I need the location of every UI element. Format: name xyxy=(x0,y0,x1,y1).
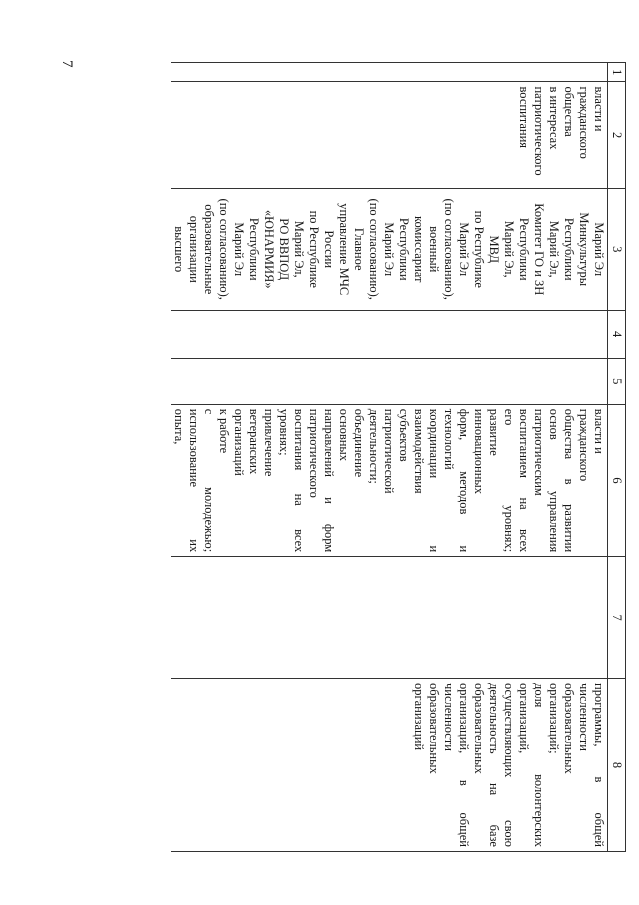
cell-col-3 xyxy=(171,188,608,310)
cell-line: общества в развитии xyxy=(562,408,576,553)
cell-line: взаимодействия xyxy=(412,408,426,494)
cell-line: субъектов xyxy=(397,408,411,462)
cell-line: направлений и форм xyxy=(322,408,336,553)
cell-line: опыта, xyxy=(172,408,186,445)
page-number: 7 xyxy=(59,60,75,68)
cell-line: РО ВВПОД xyxy=(277,218,291,281)
cell-line: в интересах xyxy=(547,86,561,150)
cell-line: высшего xyxy=(172,226,186,273)
cell-line: Марий Эл, xyxy=(547,220,561,278)
cell-col-6 xyxy=(171,404,608,556)
cell-line: (по согласованию), xyxy=(217,198,231,300)
cell-line: (по согласованию), xyxy=(442,198,456,300)
cell-line: с молодежью; xyxy=(202,408,216,553)
header-col-1: 1 xyxy=(608,63,626,82)
cell-col-2 xyxy=(171,82,608,188)
cell-line: Марий Эл xyxy=(232,222,246,277)
cell-line: Марий Эл xyxy=(592,222,606,277)
cell-line: управление МЧС xyxy=(337,203,351,296)
cell-line: патриотического xyxy=(307,408,321,498)
cell-line: воспитания xyxy=(517,86,531,149)
cell-line: власти и xyxy=(592,408,606,454)
cell-line: организаций xyxy=(232,408,246,476)
cell-line: осуществляющих свою xyxy=(502,683,516,847)
cell-line: гражданского xyxy=(577,86,591,159)
header-col-3: 3 xyxy=(608,188,626,310)
cell-line: ветеранских xyxy=(247,408,261,475)
cell-line: воспитания на всех xyxy=(292,408,306,553)
cell-line: образовательных xyxy=(472,683,486,774)
cell-line: воспитанием на всех xyxy=(517,408,531,553)
cell-line: комиссариат xyxy=(412,216,426,283)
cell-line: уровнях; xyxy=(277,408,291,456)
cell-line: координации и xyxy=(427,408,441,553)
cell-line: военный xyxy=(427,226,441,273)
table-row xyxy=(171,63,608,852)
cell-line: использование их xyxy=(187,408,201,553)
cell-col-1 xyxy=(171,63,608,82)
cell-line: Марий Эл xyxy=(382,222,396,277)
rotated-table-wrapper xyxy=(126,62,626,852)
cell-line: развитие xyxy=(487,408,501,456)
cell-line: Марий Эл, xyxy=(502,220,516,278)
cell-line: программы, в общей xyxy=(592,683,606,847)
cell-line: «ЮНАРМИЯ» xyxy=(262,209,276,289)
cell-line: организаций xyxy=(412,683,426,751)
header-col-7: 7 xyxy=(608,557,626,679)
header-col-8: 8 xyxy=(608,679,626,852)
cell-line: патриотической xyxy=(382,408,396,494)
cell-line: МВД xyxy=(487,235,501,263)
cell-line: образовательных xyxy=(427,683,441,774)
cell-line: форм, методов и xyxy=(457,408,471,553)
cell-col-7 xyxy=(171,557,608,679)
cell-line: Марий Эл, xyxy=(292,220,306,278)
cell-line: организаций, в общей xyxy=(457,683,471,847)
cell-line: власти и xyxy=(592,86,606,132)
cell-line: Республики xyxy=(247,217,261,281)
cell-line: инновационных xyxy=(472,408,486,495)
cell-line: деятельность на базе xyxy=(487,683,501,847)
plan-table xyxy=(171,62,626,852)
cell-line: гражданского xyxy=(577,408,591,482)
cell-line: организаций, xyxy=(517,683,531,754)
cell-line: его уровнях; xyxy=(502,408,516,553)
cell-line: общества xyxy=(562,86,576,137)
header-col-5: 5 xyxy=(608,358,626,404)
header-col-4: 4 xyxy=(608,310,626,358)
cell-line: основ управления xyxy=(547,408,561,553)
cell-line: технологий xyxy=(442,408,456,470)
cell-line: Республики xyxy=(562,217,576,281)
cell-line: к работе xyxy=(217,408,231,454)
cell-line: организаций; xyxy=(547,683,561,754)
cell-line: деятельности; xyxy=(367,408,381,484)
cell-line: доля волонтерских xyxy=(532,683,546,847)
cell-line: численности xyxy=(577,683,591,751)
cell-line: организации xyxy=(187,215,201,283)
cell-line: численности xyxy=(442,683,456,751)
header-col-6: 6 xyxy=(608,404,626,556)
cell-line: по Республике xyxy=(307,210,321,288)
cell-line: России xyxy=(322,230,336,269)
cell-col-5 xyxy=(171,358,608,404)
cell-line: патриотического xyxy=(532,86,546,176)
cell-line: объединение xyxy=(352,408,366,478)
cell-line: основных xyxy=(337,408,351,462)
cell-line: Главное xyxy=(352,227,366,271)
cell-line: Комитет ГО и ЗН xyxy=(532,203,546,296)
cell-line: Республики xyxy=(517,217,531,281)
cell-line: Марий Эл xyxy=(457,222,471,277)
cell-col-8 xyxy=(171,679,608,852)
cell-line: Минкультуры xyxy=(577,212,591,287)
cell-col-4 xyxy=(171,310,608,358)
header-col-2: 2 xyxy=(608,82,626,188)
cell-line: образовательные xyxy=(202,204,216,295)
cell-line: (по согласованию), xyxy=(367,198,381,300)
cell-line: привлечение xyxy=(262,408,276,477)
cell-line: патриотическим xyxy=(532,408,546,496)
cell-line: Республики xyxy=(397,217,411,281)
cell-line: по Республике xyxy=(472,210,486,288)
cell-line: образовательных xyxy=(562,683,576,774)
header-row xyxy=(608,63,626,852)
